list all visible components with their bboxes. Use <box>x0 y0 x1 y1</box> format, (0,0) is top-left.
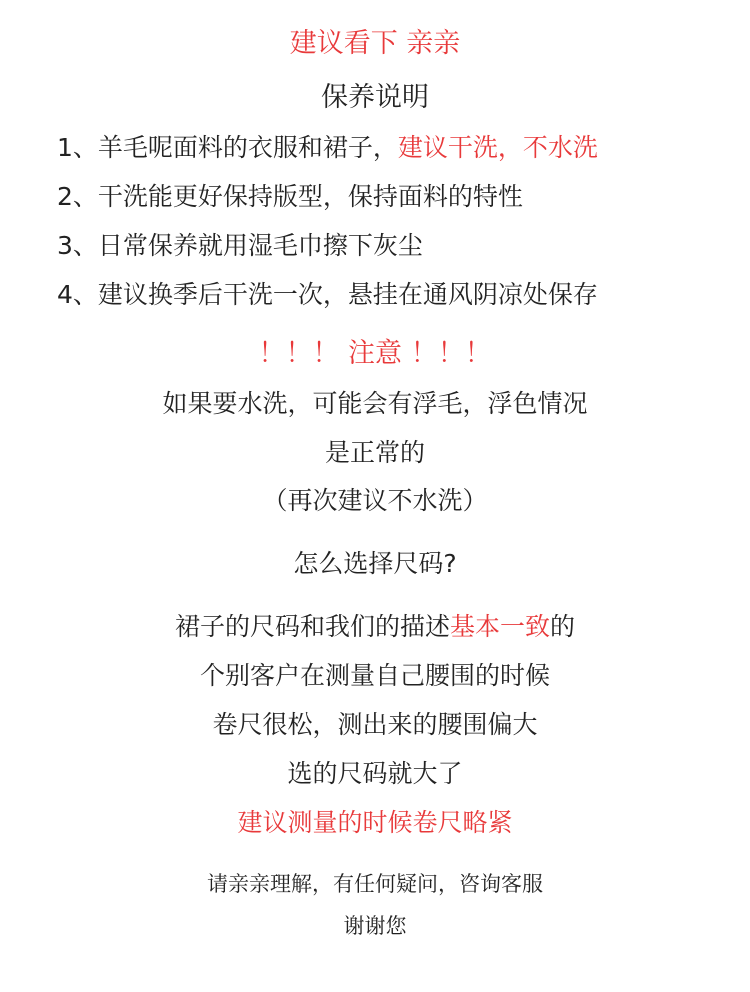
notice-line-3: （再次建议不水洗） <box>262 486 488 515</box>
size-line-3: 卷尺很松，测出来的腰围偏大 <box>212 710 538 739</box>
care-item-1 <box>57 135 737 160</box>
care-title: 保养说明 <box>321 82 429 113</box>
care-item-4: 4、建议换季后干洗一次，悬挂在通风阴凉处保存 <box>57 280 598 309</box>
care-item-2: 2、干洗能更好保持版型，保持面料的特性 <box>57 182 523 211</box>
size-line-5: 建议测量的时候卷尺略紧 <box>237 808 513 837</box>
care-item-1-text: 1、羊毛呢面料的衣服和裙子， <box>57 133 398 162</box>
notice-line-1: 如果要水洗，可能会有浮毛，浮色情况 <box>162 389 588 418</box>
care-item-1-highlight: 建议干洗，不水洗 <box>397 133 598 162</box>
size-line-1-suffix: 的 <box>550 612 576 641</box>
footer-line-2: 谢谢您 <box>343 914 407 938</box>
size-question: 怎么选择尺码? <box>293 549 457 578</box>
notice-title: ！！！ 注意 ！！！ <box>258 338 492 369</box>
footer-line-1: 请亲亲理解，有任何疑问，咨询客服 <box>207 872 543 896</box>
size-line-4: 选的尺码就大了 <box>287 759 463 788</box>
size-line-2: 个别客户在测量自己腰围的时候 <box>199 661 550 690</box>
notice-line-2: 是正常的 <box>324 438 425 467</box>
care-item-3: 3、日常保养就用湿毛巾擦下灰尘 <box>57 231 423 260</box>
size-line-1-highlight: 基本一致 <box>449 612 550 641</box>
header-title: 建议看下 亲亲 <box>289 28 461 59</box>
size-line-1-text: 裙子的尺码和我们的描述 <box>174 612 450 641</box>
size-line-1 <box>0 614 750 639</box>
